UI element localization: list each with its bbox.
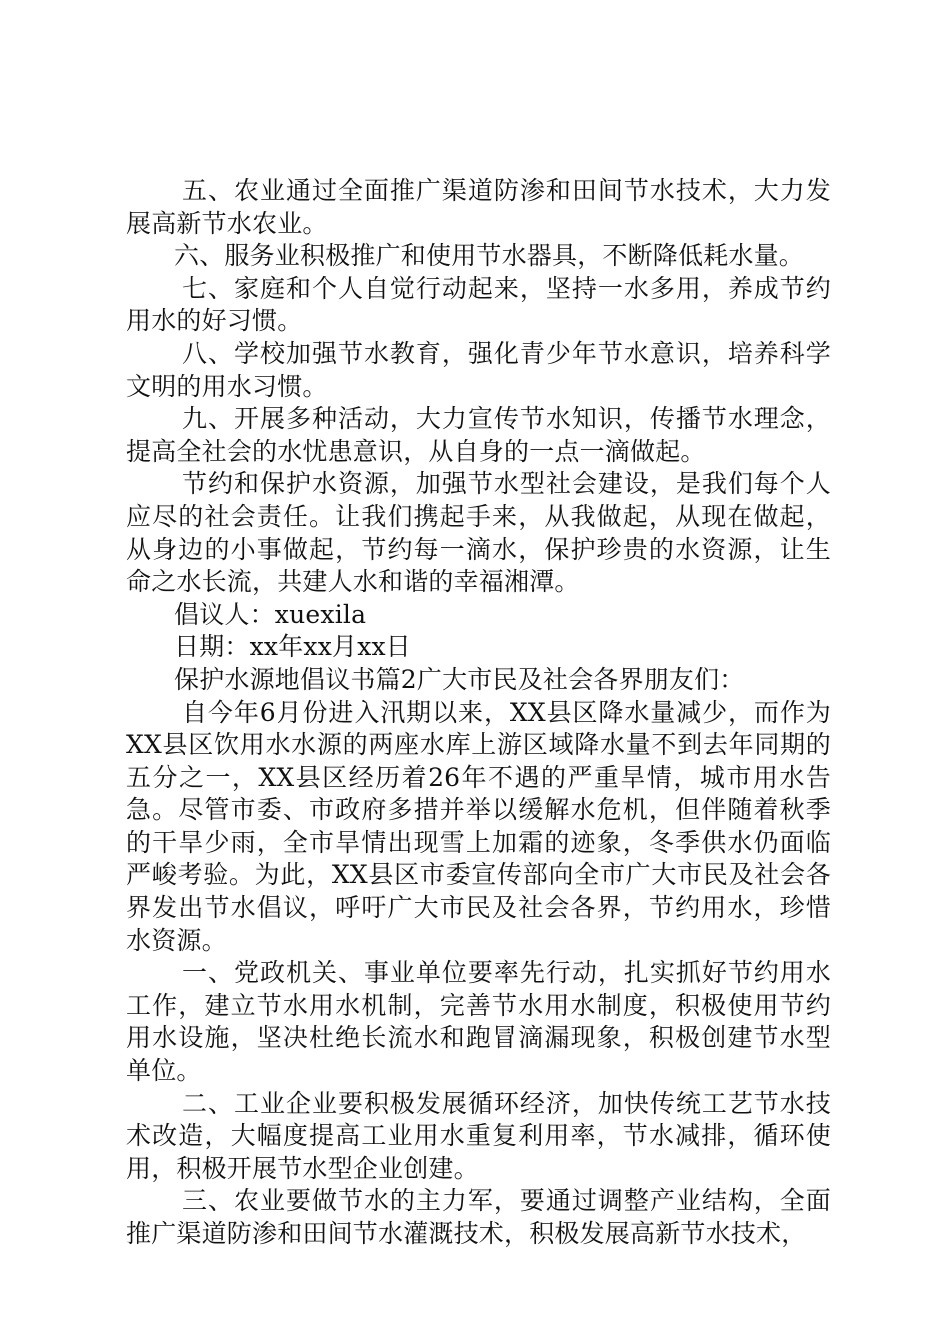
paragraph-drought-intro: 自今年6月份进入汛期以来，XX县区降水量减少，而作为XX县区饮用水水源的两座水库上游区域降水量不到去年同期的五分之一，XX县区经历着26年不遇的严重旱情，城市用水告急。尽管市委、市政府多措并举以缓解水危机，但伴随着秋季的干旱少雨，全市旱情出现雪上加霜的迹象，冬季供水仍面临严峻考验。为此，XX县区市委宣传部向全市广大市民及社会各界发出节水倡议，呼吁广大市民及社会各界，节约用水，珍惜水资源。 (126, 697, 831, 955)
paragraph-industry: 二、工业企业要积极发展循环经济，加快传统工艺节水技术改造，大幅度提高工业用水重复利用率，节水减排，循环使用，积极开展节水型企业创建。 (126, 1088, 831, 1183)
paragraph-letter-2-heading: 保护水源地倡议书篇2广大市民及社会各界朋友们： (174, 664, 745, 694)
document-body (126, 175, 831, 1251)
paragraph-responsibility: 节约和保护水资源，加强节水型社会建设，是我们每个人应尽的社会责任。让我们携起手来，从我做起，从现在做起，从身边的小事做起，节约每一滴水，保护珍贵的水资源，让生命之水长流，共建人水和谐的幸福湘潭。 (126, 469, 831, 597)
paragraph-initiator: 倡议人：xuexila (174, 599, 367, 629)
paragraph-government: 一、党政机关、事业单位要率先行动，扎实抓好节约用水工作，建立节水用水机制，完善节水用水制度，积极使用节约用水设施，坚决杜绝长流水和跑冒滴漏现象，积极创建节水型单位。 (126, 958, 831, 1086)
paragraph-agriculture-2: 三、农业要做节水的主力军，要通过调整产业结构，全面推广渠道防渗和田间节水灌溉技术，积极发展高新节水技术， (126, 1186, 831, 1248)
paragraph-agriculture: 五、农业通过全面推广渠道防渗和田间节水技术，大力发展高新节水农业。 (126, 176, 831, 238)
paragraph-household: 七、家庭和个人自觉行动起来，坚持一水多用，养成节约用水的好习惯。 (126, 273, 831, 336)
paragraph-date: 日期：xx年xx月xx日 (174, 632, 411, 662)
paragraph-school: 八、学校加强节水教育，强化青少年节水意识，培养科学文明的用水习惯。 (126, 338, 831, 401)
paragraph-activities: 九、开展多种活动，大力宣传节水知识，传播节水理念，提高全社会的水忧患意识，从自身的一点一滴做起。 (126, 404, 831, 466)
paragraph-service: 六、服务业积极推广和使用节水器具，不断降低耗水量。 (174, 241, 805, 271)
